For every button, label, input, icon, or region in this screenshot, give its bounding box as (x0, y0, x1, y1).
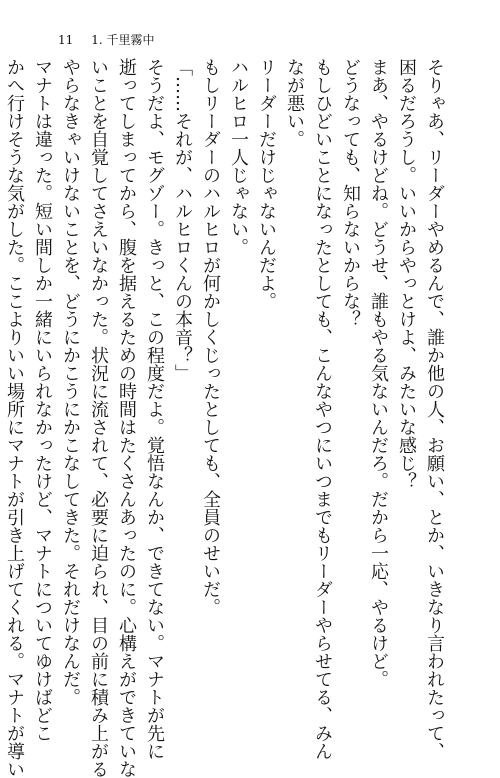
text-line: 「……それが、ハルヒロくんの本音？」 (172, 58, 193, 382)
text-line: かへ行けそうな気がした。ここよりいい場所にマナトが引き上げてくれる。マナトが導い (4, 58, 25, 778)
text-line: もしリーダーのハルヒロが何かしくじったとしても、全員のせいだ。 (200, 58, 221, 616)
text-line: なが悪い。 (284, 58, 305, 148)
text-line: リーダーだけじゃないんだよ。 (256, 58, 277, 310)
text-line: そうだよ、モグゾー。きっと、この程度だよ。覚悟なんか、できてない。マナトが先に (144, 58, 165, 760)
text-line: まあ、やるけどね。どうせ、誰もやる気ないんだろ。だから一応、やるけど。 (368, 58, 389, 688)
text-line: いことを自覚してさえいなかった。状況に流されて、必要に迫られ、目の前に積み上がる (88, 58, 109, 778)
text-line: もしひどいことになったとしても、こんなやつにいつまでもリーダーやらせてる、みん (312, 58, 333, 760)
text-line: そりゃあ、リーダーやめるんで、誰か他の人、お願い、とか、いきなり言われたって、 (424, 58, 445, 760)
text-line: マナトは違った。短い間しか一緒にいられなかったけど、マナトについてゆけばどこ (32, 58, 53, 742)
text-line: ハルヒロ一人じゃない。 (228, 58, 249, 256)
text-line: やらなきゃいけないことを、どうにかこうにかこなしてきた。それだけなんだ。 (60, 58, 81, 706)
page-header (58, 33, 155, 47)
vertical-body-text (0, 58, 448, 778)
text-line: どうなっても、知らないからな？ (340, 58, 361, 328)
text-line: 逝ってしまってから、腹を据えるための時間はたくさんあったのに。心構えができていな (116, 58, 137, 778)
chapter-title: 1. 千里霧中 (91, 33, 155, 47)
text-line: 困るだろうし。いいからやっとけよ、みたいな感じ？ (396, 58, 417, 490)
page-number: 11 (58, 33, 74, 47)
